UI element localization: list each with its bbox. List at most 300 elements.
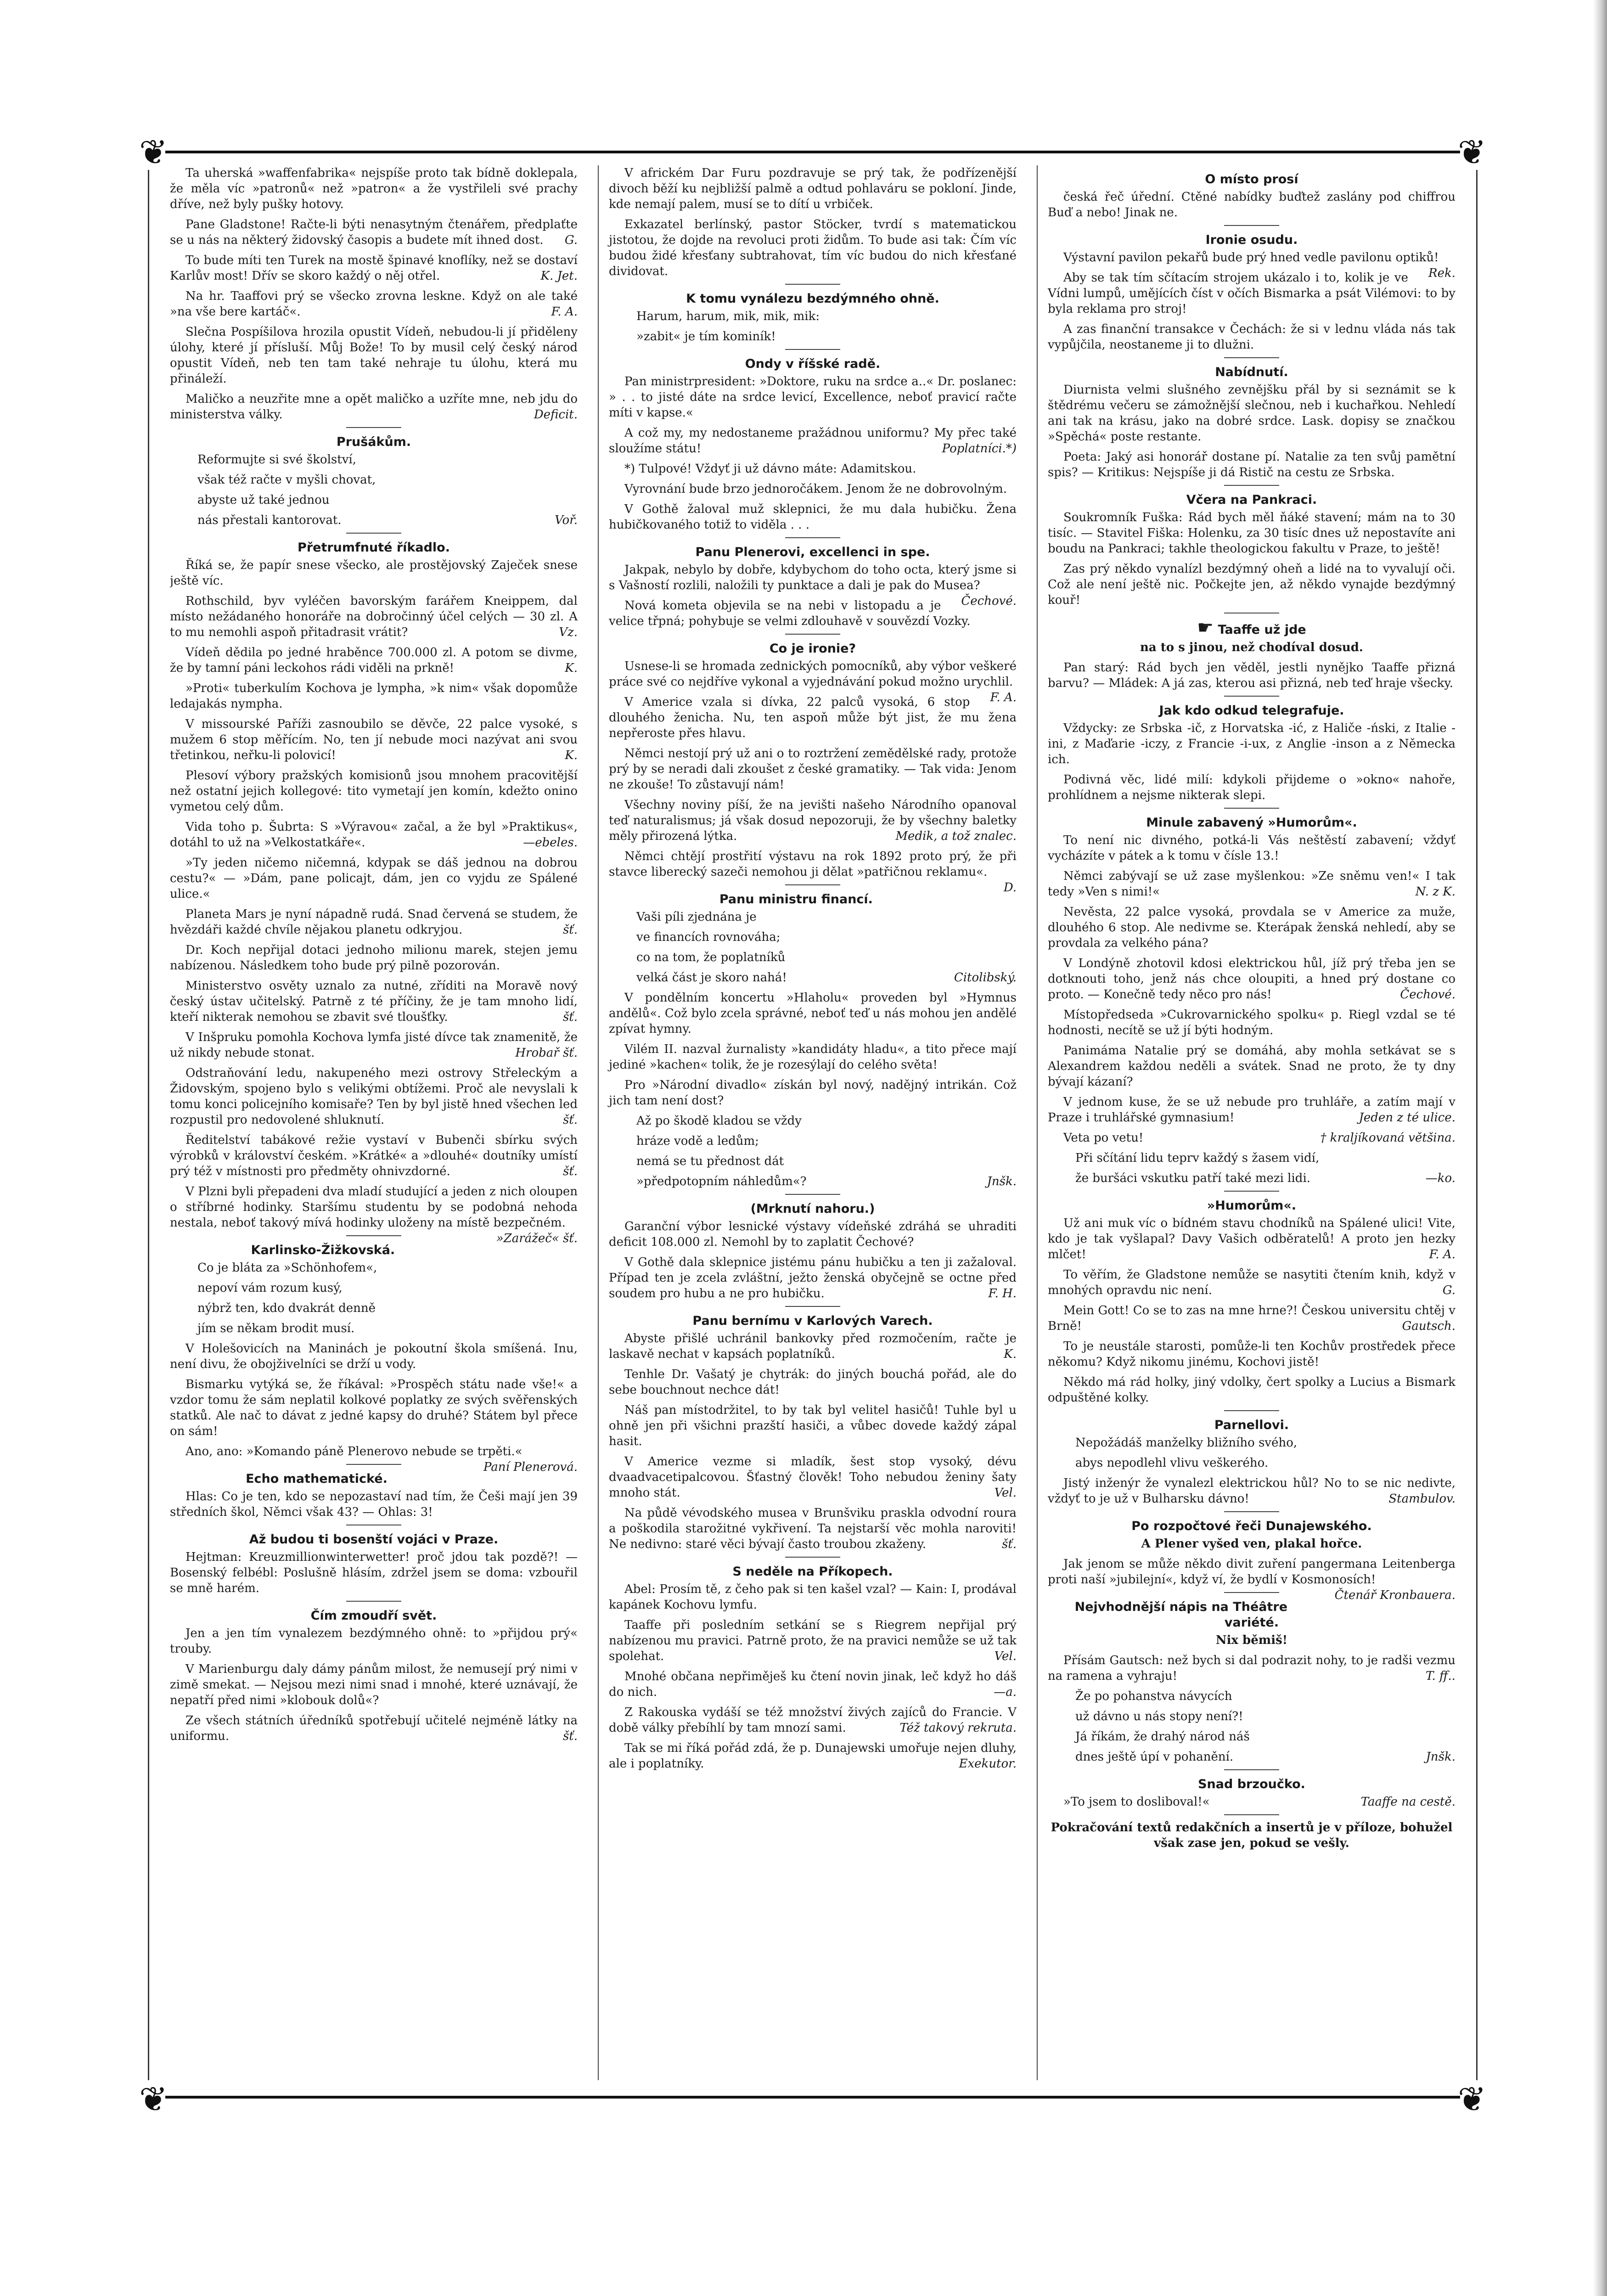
paragraph-text: Z Rakouska vydáší se též množství živých zajíců do Francie. V době války přebíhlí by tam mnozí sami. (609, 1705, 1017, 1735)
paragraph-text: abyste už také jednou (197, 493, 330, 507)
verse-line (1048, 1455, 1455, 1471)
paragraph (170, 819, 578, 850)
paragraph-text: Tak se mi říká pořád zdá, že p. Dunajewski umořuje nejen dluhy, ale i poplatníky. (609, 1741, 1017, 1771)
paragraph-text: V Americe vzala si dívka, 22 palců vysoká, 6 stop dlouhého ženicha. Nu, ten aspoň může být jist, že mu žena nepřeroste přes hlavu. (609, 695, 1017, 740)
section-separator (1224, 1191, 1279, 1192)
paragraph (609, 1255, 1017, 1301)
paragraph-text: Jen a jen tím vynalezem bezdýmného ohně: to »přijdou prý« trouby. (170, 1626, 578, 1656)
paragraph (170, 165, 578, 212)
section-heading (1048, 172, 1455, 187)
paragraph-text: Nevěsta, 22 palce vysoká, provdala se v Americe za muže, dlouhého 6 stop. Ale nedivme se. Kterápak ženská nehledí, aby se provdala za velkého pána? (1048, 905, 1455, 950)
paragraph-text: však též račte v myšli chovat, (197, 473, 376, 487)
verse-line (170, 1300, 578, 1316)
paragraph-text: Echo mathematické. (246, 1472, 388, 1486)
corner-ornament-icon: ❦ (1457, 2080, 1486, 2119)
paragraph (609, 562, 1017, 608)
paragraph-text: Pan ministrpresident: »Doktore, ruku na srdce a..« Dr. poslanec: » . . to jisté dáte na srdce levicí, Excellence, neboť pravicí račte míti v kapse.« (609, 375, 1017, 420)
paragraph-text: Taaffe už jde (1218, 623, 1306, 637)
signature: Voř. (555, 513, 578, 527)
signature: Rek. (1428, 266, 1455, 280)
paragraph (170, 1661, 578, 1708)
paragraph-text: A zas finanční transakce v Čechách: že si v lednu vláda nás tak vypůjčila, neostaneme ji to dlužni. (1048, 322, 1455, 352)
paragraph-text: Bismarku vytýká se, že říkával: »Prospěch státu nade vše!« a vzdor tomu že sám neplatil kolkové poplatky ze svých svěřenských statků. Ale nač to dávat z jedné kapsy do druhé? Státem byl přece on sám! (170, 1378, 578, 1438)
paragraph (170, 855, 578, 902)
paragraph (170, 1132, 578, 1179)
verse-line (609, 929, 1017, 945)
paragraph (170, 253, 578, 284)
centered-line (1048, 1632, 1455, 1648)
paragraph-text: »předpotopním náhledům«? (636, 1175, 807, 1188)
paragraph (170, 942, 578, 974)
paragraph-text: Panu ministru financí. (719, 892, 873, 906)
paragraph (1048, 772, 1455, 803)
paragraph-text: Já říkám, že drahý národ náš (1075, 1730, 1250, 1744)
paragraph (1048, 321, 1455, 353)
paragraph (609, 501, 1017, 533)
paragraph-text: nepoví vám rozum kusý, (197, 1281, 343, 1295)
paragraph (170, 645, 578, 676)
paragraph (170, 1713, 578, 1744)
signature: Poplatníci.*) (942, 442, 1017, 456)
paragraph-text: Podivná věc, lidé milí: kdykoli přijdeme o »okno« nahoře, prohlídnem a nejsme nikterak slepi. (1048, 773, 1455, 802)
paragraph (1048, 1007, 1455, 1038)
paragraph-text: Až po škodě kladou se vždy (636, 1114, 802, 1128)
paragraph-text: Jak kdo odkud telegrafuje. (1159, 703, 1344, 718)
section-heading (1048, 1777, 1455, 1792)
signature: Vel. (994, 1486, 1017, 1500)
verse-line (609, 1154, 1017, 1169)
paragraph-text: Usnese-li se hromada zednických pomocníků, aby výbor veškeré práce své co nejdříve vykonal a vyjednávání pokud možno urychlil. (609, 659, 1017, 689)
signature: F. A. (990, 691, 1017, 704)
paragraph-text: V Plzni byli přepadeni dva mladí studující a jeden z nich oloupen o stříbrné hodinky. Staršímu studentu by se podobná nehoda nestala, neboť takový mívá hodinky uloženy na místě bezpečném. (170, 1185, 578, 1230)
section-separator (785, 1194, 840, 1195)
paragraph (609, 217, 1017, 279)
paragraph-text: dnes ještě úpí v pohanění. (1075, 1750, 1234, 1764)
paragraph-text: Vida toho p. Šubrta: S »Výravou« začal, a že byl »Praktikus«, dotáhl to už na »Velkostatkáře«. (170, 820, 578, 850)
paragraph (1048, 1475, 1455, 1507)
paragraph-text: Pane Gladstone! Račte-li býti nenasytným čtenářem, předplaťte se u nás na některý židovský časopis a budete mít ihned dost. (170, 218, 578, 247)
paragraph (609, 1402, 1017, 1449)
paragraph-text: ve financích rovnováha; (636, 930, 781, 944)
section-separator (1224, 1814, 1279, 1815)
paragraph-text: »Ty jeden ničemo ničemná, kdypak se dáš jednou na dobrou cestu?« — »Dám, pane policajt, dám, jen co vyjdu ze Spálené ulice.« (170, 856, 578, 901)
paragraph-text: Odstraňování ledu, nakupeného mezi ostrovy Střeleckým a Židovským, spojeno bylo s velikými obtížemi. Proč ale nevyslali k tomu konci policejního komisaře? Ten by byl jistě hned všechen led rozpustil pro nedovolené shluknutí. (170, 1066, 578, 1127)
paragraph (170, 1626, 578, 1657)
paragraph (1048, 1267, 1455, 1298)
section-separator (785, 634, 840, 635)
paragraph-text: Náš pan místodržitel, to by tak byl velitel hasičů! Tuhle byl u ohně jen při všichni prazští hasiči, a vůbec dovede každý zápal hasit. (609, 1403, 1017, 1448)
signature: N. z K. (1415, 885, 1455, 899)
paragraph (609, 1505, 1017, 1552)
paragraph-text: Hlas: Co je ten, kdo se nepozastaví nad tím, že Češi mají jen 39 středních škol, Němci však 43? — Ohlas: 3! (170, 1490, 578, 1519)
paragraph (609, 694, 1017, 741)
paragraph-text: Němci zabývají se už zase myšlenkou: »Ze sněmu ven!« I tak tedy »Ven s nimi!« (1048, 869, 1455, 899)
paragraph-text: česká řeč úřední. Ctěné nabídky buďtež zaslány pod chiffrou Buď a nebo! Jinak ne. (1048, 190, 1455, 219)
paragraph (170, 906, 578, 938)
paragraph-text: Ta uherská »waffenfabrika« nejspíše proto tak bídně doklepala, že měla víc »patronů« než »patron« a že vystřileli své prachy dříve, než byly pušky hotovy. (170, 166, 578, 211)
page-frame (138, 133, 1488, 2119)
paragraph-text: Ze všech státních úředníků spotřebují učitelé nejméně látky na uniformu. (170, 1714, 578, 1743)
paragraph (1048, 270, 1455, 317)
paragraph (609, 1367, 1017, 1398)
paragraph-text: Karlinsko-Žižkovská. (251, 1243, 395, 1257)
paragraph-text: V Americe vezme si mladík, šest stop vysoký, dévu dvaadvacetipalcovou. Šťastný člověk! Toho nebudou ženiny šaty mnoho stát. (609, 1455, 1017, 1500)
paragraph (609, 1454, 1017, 1501)
paragraph (170, 557, 578, 589)
verse-line (609, 909, 1017, 925)
paragraph-text: V Gothě žaloval muž sklepnici, že mu dala hubičku. Žena hubičkovaného totiž to viděla . . . (609, 502, 1017, 532)
paragraph-text: Výstavní pavilon pekařů bude prý hned vedle pavilonu optiků! (1063, 251, 1439, 264)
paragraph (609, 797, 1017, 844)
paragraph (170, 978, 578, 1025)
signature: Deficit. (534, 408, 578, 422)
paragraph-text: Nejvhodnější nápis na Théâtre variété. (1074, 1600, 1288, 1630)
paragraph-text: Všechny noviny píší, že na jevišti našeho Národního opanoval teď naturalismus; já však dosud nepozoruji, že by všechny baletky měly přirozená lýtka. (609, 798, 1017, 843)
section-heading (1048, 365, 1455, 380)
paragraph-text: Ondy v říšské radě. (745, 357, 881, 371)
paragraph-text: Pro »Národní divadlo« získán byl nový, nadějný intrikán. Což jich tam není dost? (609, 1078, 1017, 1108)
paragraph-text: Prušákům. (336, 435, 411, 449)
paragraph-text: Zas prý někdo vynalízl bezdýmný oheň a lidé na to vyvalují oči. Což ale není ještě nic. Počkejte jen, až někdo vynajde bezdýmný kouř! (1048, 562, 1455, 607)
paragraph-text: V Gothě dala sklepnice jistému pánu hubičku a ten ji zažaloval. Případ ten je zcela zvláštní, ježto ženská obyčejně se octne před soudem pro hubu a ne pro hubičku. (609, 1255, 1017, 1300)
paragraph (170, 1444, 578, 1474)
verse-line (609, 970, 1017, 985)
signature: Hrobař šť. (515, 1046, 578, 1060)
paragraph (609, 1581, 1017, 1613)
paragraph-text: Až budou ti bosenští vojáci v Praze. (249, 1532, 499, 1547)
paragraph-text: Na půdě vévodského musea v Brunšviku praskla odvodní roura a poškodila starožitné vykřivení. Ta nejstarší věc mohla naroviti! Ne nedivno: staré věci bývají často troubou zkaženy. (609, 1506, 1017, 1551)
paragraph-text: Abel: Prosím tě, z čeho pak si ten kašel vzal? — Kain: I, prodával kapánek Kochovu lymfu. (609, 1582, 1017, 1612)
paragraph-text: Dr. Koch nepřijal dotaci jednoho milionu marek, stejen jemu nabízenou. Následkem toho bude prý pilně pozorován. (170, 943, 578, 973)
paragraph-text: Jak jenom se může někdo divit zuření pangermana Leitenberga proti naší »jubilejní«, když ví, že bydlí v Kosmonosích! (1048, 1557, 1455, 1587)
verse-line (170, 1280, 578, 1296)
paragraph-text: Tenhle Dr. Vašatý je chytrák: do jiných bouchá pořád, ale do sebe bouchnout nechce dát! (609, 1367, 1017, 1397)
paragraph-text: »To jsem to dosliboval!« (1063, 1795, 1210, 1809)
paragraph (170, 716, 578, 763)
section-heading (170, 540, 578, 556)
section-heading (609, 641, 1017, 657)
paragraph (1048, 189, 1455, 220)
paragraph-text: velká část je skoro nahá! (636, 971, 787, 985)
verse-line (609, 1113, 1017, 1129)
paragraph-text: Že po pohanstva návycích (1075, 1689, 1232, 1703)
paragraph-text: Pan starý: Rád bych jen věděl, jestli nynějko Taaffe přizná barvu? — Mládek: A já zas, kterou asi přizná, neb teď hraje všecky. (1048, 661, 1455, 690)
bottom-rule (165, 2096, 1460, 2099)
paragraph-text: V jednom kuse, že se už nebude pro truhláře, a zatím mají v Praze i truhlářské gymnasium! (1048, 1095, 1455, 1125)
paragraph (1048, 868, 1455, 900)
signature: Vel. (994, 1649, 1017, 1663)
paragraph-text: Nová kometa objevila se na nebi v listopadu a je velice třpná; pohybuje se velmi zdlouhavě v souvězdí Vozky. (609, 599, 971, 628)
paragraph-text: Slečna Pospíšilova hrozila opustit Vídeň, nebudou-li jí přiděleny úlohy, které jí přísluší. Můj Bože! To by musil celý český národ opustit Vídeň, neb ten tam také nehraje tu úlohu, která mu přináleží. (170, 325, 578, 386)
paragraph (170, 288, 578, 320)
paragraph (170, 1549, 578, 1596)
signature: Vz. (559, 625, 578, 639)
paragraph (609, 746, 1017, 793)
pointing-hand-icon: ☛ (1197, 617, 1214, 638)
signature: G. (564, 233, 578, 247)
paragraph-text: Přetrumfnuté říkadlo. (298, 540, 450, 555)
paragraph (1048, 1130, 1455, 1146)
section-separator (346, 533, 401, 534)
section-heading (609, 1313, 1017, 1329)
paragraph-text: Ano, ano: »Komando páně Plenerovo nebude se trpěti.« (185, 1445, 523, 1458)
paragraph (609, 1705, 1017, 1736)
signature: † kraljíkovaná většina. (1320, 1131, 1455, 1145)
section-separator (1224, 1511, 1279, 1512)
paragraph (170, 324, 578, 387)
paragraph-text: Pokračování textů redakčních a insertů je v příloze, bohužel však zase jen, pokud se vešly. (1051, 1821, 1453, 1850)
paragraph-text: Přísám Gautsch: než bych si dal podrazit nohy, to je radši vezmu na ramena a vyhraju! (1048, 1654, 1455, 1683)
paragraph-text: Vídeň dědila po jedné hraběnce 700.000 zl. A potom se divme, že by tamní páni leckohos rádi viděli na prkně! (170, 646, 578, 675)
paragraph-text: Ironie osudu. (1205, 233, 1298, 247)
section-heading (609, 356, 1017, 372)
signature: šť. (562, 1165, 578, 1178)
paragraph-text: Poeta: Jaký asi honorář dostane pí. Natalie za ten svůj pamětní spis? — Kritikus: Nejspíše ji dá Ristič na cestu ze Srbska. (1048, 450, 1455, 479)
continuation-notice (1048, 1820, 1455, 1851)
section-separator (1224, 357, 1279, 358)
left-rule (148, 170, 149, 2080)
section-separator (785, 1306, 840, 1307)
paragraph-text: co na tom, že poplatníků (636, 951, 786, 964)
paragraph-text: V missourské Paříži zasnoubilo se děvče, 22 palce vysoké, s mužem 6 stop měřícím. No, ten jí nebude moci nazývat ani svou třetinkou, neřku-li polovicí! (170, 717, 578, 762)
section-heading (1048, 492, 1455, 508)
section-heading (1048, 232, 1455, 248)
paragraph (1048, 1556, 1455, 1602)
section-heading (1048, 1418, 1455, 1433)
section-heading (1048, 815, 1455, 831)
paragraph-text: nemá se tu přednost dát (636, 1154, 784, 1168)
paragraph-text: S neděle na Příkopech. (732, 1564, 893, 1579)
corner-ornament-icon: ❦ (139, 2080, 168, 2119)
paragraph (1048, 1374, 1455, 1406)
paragraph-text: Hejtman: Kreuzmillionwinterwetter! proč jdou tak pozdě?! — Bosenský felbébl: Poslušně hlásím, zdržel jsem se doma: vzbouřil se mně harém. (170, 1550, 578, 1595)
signature: šť. (562, 1010, 578, 1024)
centered-line (1048, 1536, 1455, 1552)
paragraph-text: Místopředseda »Cukrovarnického spolku« p. Riegl vzdal se té hodnosti, necítě se už jí býti hodným. (1048, 1008, 1455, 1037)
section-heading (609, 291, 1017, 307)
signature: Čtenář Kronbauera. (1334, 1588, 1455, 1602)
signature: Čechové. (961, 594, 1017, 608)
paragraph (170, 1377, 578, 1439)
paragraph-text: Parnellovi. (1214, 1418, 1289, 1432)
paragraph (1048, 956, 1455, 1002)
verse-line (609, 950, 1017, 965)
section-separator (1224, 1410, 1279, 1411)
verse-line (609, 309, 1017, 324)
paragraph-text: Včera na Pankraci. (1186, 493, 1317, 507)
paragraph (609, 1740, 1017, 1772)
paragraph (170, 1184, 578, 1245)
column-left (170, 165, 578, 2080)
verse-line (1048, 1435, 1455, 1451)
paragraph (609, 1041, 1017, 1073)
paragraph (170, 1030, 578, 1061)
paragraph-text: hráze vodě a ledům; (636, 1134, 759, 1148)
paragraph (1048, 449, 1455, 480)
paragraph-text: Plesoví výbory pražských komisionů jsou mnohem pracovitější než ostatní jejich kollegové: tito vymetají jen komín, kdežto onino vymetou celý dům. (170, 769, 578, 814)
paragraph (170, 768, 578, 815)
paragraph-text: abys nepodlehl vlivu veškerého. (1075, 1456, 1269, 1470)
centered-line (1048, 640, 1455, 655)
paragraph-text: Jakpak, nebylo by dobře, kdybychom do toho octa, který jsme si s Vašností rozlili, naložili ty punktace a dali je pak do Musea? (609, 563, 1017, 592)
paragraph-text: Už ani muk víc o bídném stavu chodníků na Spálené ulici! Vite, kdo je tak vyšlapal? Davy Vašich odběratelů! A proto jen hezky mlčet! (1048, 1216, 1455, 1261)
section-heading (170, 434, 578, 450)
signature: Čechové. (1400, 988, 1455, 1002)
section-separator (1224, 225, 1279, 226)
verse-line (609, 1133, 1017, 1149)
section-separator (785, 1557, 840, 1558)
paragraph-text: V Holešovicích na Maninách je pokoutní škola smíšená. Inu, není divu, že obojživelníci se drží u vody. (170, 1342, 578, 1371)
paragraph (1048, 720, 1455, 767)
verse-line (170, 512, 578, 528)
paragraph-text: To věřím, že Gladstone nemůže se nasytiti čtením knih, když v mnohých opravdu nic není. (1048, 1268, 1455, 1297)
paragraph-text: O místo prosí (1205, 172, 1298, 186)
paragraph-text: *) Tulpové! Vždyť ji už dávno máte: Adamitskou. (624, 462, 916, 476)
paragraph-text: Diurnista velmi slušného zevnějšku přál by si seznámit se k štědrému večeru se zámožnější slečnou, neb i kuchařkou. Nehledí ani tak na krásu, jako na dobré srdce. Lask. dopisy se značkou »Spěchá« poste restante. (1048, 383, 1455, 444)
paragraph-text: A což my, my nedostaneme pražádnou uniformu? My přec také sloužíme státu! (609, 426, 1017, 456)
paragraph (609, 425, 1017, 456)
section-heading (1048, 617, 1455, 638)
top-rule (165, 151, 1460, 153)
corner-ornament-icon: ❦ (139, 133, 168, 172)
paragraph-text: Říká se, že papír snese všecko, ale prostějovský Zaječek snese ještě víc. (170, 558, 578, 588)
paragraph (609, 1331, 1017, 1362)
section-heading (609, 1201, 1017, 1217)
verse-line (170, 1260, 578, 1276)
paragraph-text: Panu Plenerovi, excellenci in spe. (695, 545, 930, 559)
paragraph (1048, 250, 1455, 280)
paragraph-text: Mein Gott! Co se to zas na mne hrne?! Českou universitu chtěj v Brně! (1048, 1304, 1455, 1333)
paragraph-text: Čím zmoudří svět. (310, 1609, 437, 1623)
paragraph-text: Minule zabavený »Humorům«. (1146, 816, 1357, 830)
paragraph (170, 217, 578, 248)
signature: Taaffe na cestě. (1360, 1795, 1455, 1809)
signature: šť. (1001, 1537, 1017, 1551)
corner-ornament-icon: ❦ (1457, 133, 1486, 172)
section-separator (346, 1235, 401, 1236)
paragraph-text: Reformujte si své školství, (197, 453, 356, 467)
paragraph-text: Veta po vetu! (1063, 1131, 1144, 1145)
section-heading (170, 1532, 578, 1548)
paragraph-text: To není nic divného, potká-li Vás neštěstí zabavení; vždyť vycházíte v pátek a k tomu v čísle 13.! (1048, 833, 1455, 863)
paragraph-text: Planeta Mars je nyní nápadně rudá. Snad červená se studem, že hvězdáři každé chvíle nějakou planetu odkryjou. (170, 907, 578, 937)
paragraph-text: Harum, harum, mik, mik, mik: (636, 310, 820, 323)
paragraph (1048, 1653, 1455, 1684)
paragraph (1048, 561, 1455, 608)
signature: Jnšk. (1426, 1750, 1455, 1764)
paragraph-text: Abyste přišlé uchránil bankovky před rozmočením, račte je laskavě nechat v kapsách poplatníků. (609, 1332, 1017, 1361)
signature: G. (1442, 1283, 1455, 1297)
paragraph-text: Snad brzoučko. (1198, 1777, 1305, 1791)
paragraph (609, 1077, 1017, 1109)
paragraph-text: Rothschild, byv vyléčen bavorským farářem Kneippem, dal místo nežádaného honoráře na dobročinný účel celých — 30 zl. A to mu nemohli aspoň přitadrasit vrátit? (170, 594, 578, 639)
paragraph-text: V Marienburgu daly dámy pánům milost, že nemusejí prý nimi v zimě smekat. — Nejsou mezi nimi snad i mnohé, které uznávají, že nepatří před nimi »klobouk dolů«? (170, 1662, 578, 1707)
paragraph (609, 1669, 1017, 1700)
paragraph (1048, 1303, 1455, 1334)
paragraph-text: Maličko a neuzřite mne a opět maličko a uzříte mne, neb jdu do ministerstva války. (170, 392, 578, 422)
paragraph (609, 990, 1017, 1037)
paragraph-text: Němci nestojí prý už ani o to roztržení zemědělské rady, protože prý by se neradi dali zkoušet z české gramatiky. — Tak vida: Jenom ne zkouše! To zůstavují nám! (609, 747, 1017, 792)
paragraph (1048, 382, 1455, 445)
signature: »Zarážeč« šť. (496, 1232, 578, 1245)
paragraph-text: Taaffe při posledním setkání se s Riegrem nepřijal prý nabízenou mu pravici. Patrně proto, že na pravici nemůže se už tak spolehat. (609, 1618, 1017, 1663)
paragraph (1048, 510, 1455, 557)
verse-line (1048, 1688, 1455, 1704)
paragraph-text: Soukromník Fuška: Rád bych měl ňáké stavení; mám na to 30 tisíc. — Stavitel Fiška: Holenku, za 30 tisíc dnes už nepostavíte ani boudu na Pankraci; takhle theologickou fakultu v Praze, to ještě! (1048, 511, 1455, 556)
paragraph-text: nás přestali kantorovat. (197, 513, 342, 527)
paragraph-text: »zabit« je tím kominík! (636, 330, 776, 343)
paragraph (609, 481, 1017, 497)
paragraph (1048, 1094, 1455, 1125)
paragraph (170, 1341, 578, 1372)
signature: Paní Plenerová. (483, 1460, 578, 1474)
signature: K. (565, 661, 578, 675)
paragraph-text: Ředitelství tabákové režie vystaví v Bubenči sbírku svých výrobků v království českém. »Krátké« a »dlouhé« doutníky umístí prý též v místnosti pro předměty ohnivzdorné. (170, 1133, 578, 1178)
paragraph-text: A Plener vyšed ven, plakal hořce. (1141, 1537, 1362, 1551)
signature: K. (1004, 1347, 1017, 1361)
paragraph (1048, 1043, 1455, 1090)
paragraph-text: (Mrknutí nahoru.) (750, 1202, 875, 1216)
paragraph-text: Vilém II. nazval žurnalisty »kandidáty hladu«, a tito přece mají jediné »kachen« tolik, že je rozesýlají do celého světa! (609, 1042, 1017, 1072)
verse-line (1048, 1171, 1455, 1186)
signature: Stambulov. (1388, 1492, 1455, 1506)
column-middle (598, 165, 1017, 2080)
paragraph-text: V Inšpruku pomohla Kochova lymfa jisté dívce tak znamenitě, že už nikdy nebude stonat. (170, 1030, 578, 1060)
paragraph-text: na to s jinou, než chodíval dosud. (1140, 641, 1363, 654)
section-separator (785, 284, 840, 285)
paragraph (1048, 1216, 1455, 1262)
paragraph-text: Exkazatel berlínský, pastor Stöcker, tvrdí s matematickou jistotou, že dojde na revoluci proti židům. To bude asi tak: Čím víc budou židé křesťany subtrahovat, tím víc budou do nich křesťané dividovat. (609, 218, 1017, 278)
signature: K. (565, 748, 578, 762)
verse-line (1048, 1749, 1455, 1765)
section-separator (785, 537, 840, 538)
verse-line (1048, 1150, 1455, 1166)
paragraph-text: Po rozpočtové řeči Dunajewského. (1131, 1519, 1372, 1533)
paragraph-text: že buršáci vskutku patří také mezi lidi. (1075, 1171, 1311, 1185)
section-separator (346, 1601, 401, 1602)
paragraph (1048, 660, 1455, 691)
verse-line (170, 492, 578, 508)
section-heading (170, 1608, 578, 1624)
paragraph-text: Vždycky: ze Srbska -ič, z Horvatska -ić, z Haliče -ński, z Italie -ini, z Maďarie -iczy, z Francie -i-ux, z Anglie -inson a z Německa ich. (1048, 721, 1455, 766)
section-heading (609, 892, 1017, 907)
section-separator (346, 1464, 401, 1465)
section-separator (1224, 485, 1279, 486)
signature: šť. (562, 1113, 578, 1127)
paragraph-text: Ministerstvo osvěty uznalo za nutné, zříditi na Moravě nový český ústav učitelský. Patrně z té příčiny, že je tam mnoho lidí, kteří nikterak nemohou se zbavit své tloušťky. (170, 979, 578, 1024)
signature: F. H. (988, 1287, 1017, 1300)
section-separator (785, 884, 840, 885)
text-columns (170, 165, 1455, 2080)
paragraph-text: Vaši píli zjednána je (636, 910, 757, 924)
paragraph-text: nýbrž ten, kdo dvakrát denně (197, 1301, 376, 1315)
verse-line (609, 1174, 1017, 1189)
paragraph-text: Nabídnutí. (1215, 365, 1288, 379)
paragraph-text: Při sčítání lidu teprv každý s žasem vidí, (1075, 1151, 1320, 1165)
paragraph-text: Na hr. Taaffovi prý se všecko zrovna leskne. Když on ale také »na vše bere kartáč«. (170, 289, 578, 319)
signature: Jeden z té ulice. (1359, 1111, 1455, 1125)
signature: F. A. (551, 305, 578, 319)
paragraph-text: Panu bernímu v Karlových Varech. (692, 1314, 933, 1328)
paragraph (1048, 833, 1455, 864)
signature: šť. (562, 923, 578, 937)
paragraph (609, 1617, 1017, 1664)
paragraph-text: Garanční výbor lesnické výstavy vídeňské zdráhá se uhraditi deficit 108.000 zl. Nemohl by to zaplatit Čechové? (609, 1220, 1017, 1249)
verse-line (1048, 1729, 1455, 1745)
paragraph (609, 1219, 1017, 1250)
section-separator (1224, 1769, 1279, 1770)
signature: F. A. (1429, 1248, 1455, 1261)
